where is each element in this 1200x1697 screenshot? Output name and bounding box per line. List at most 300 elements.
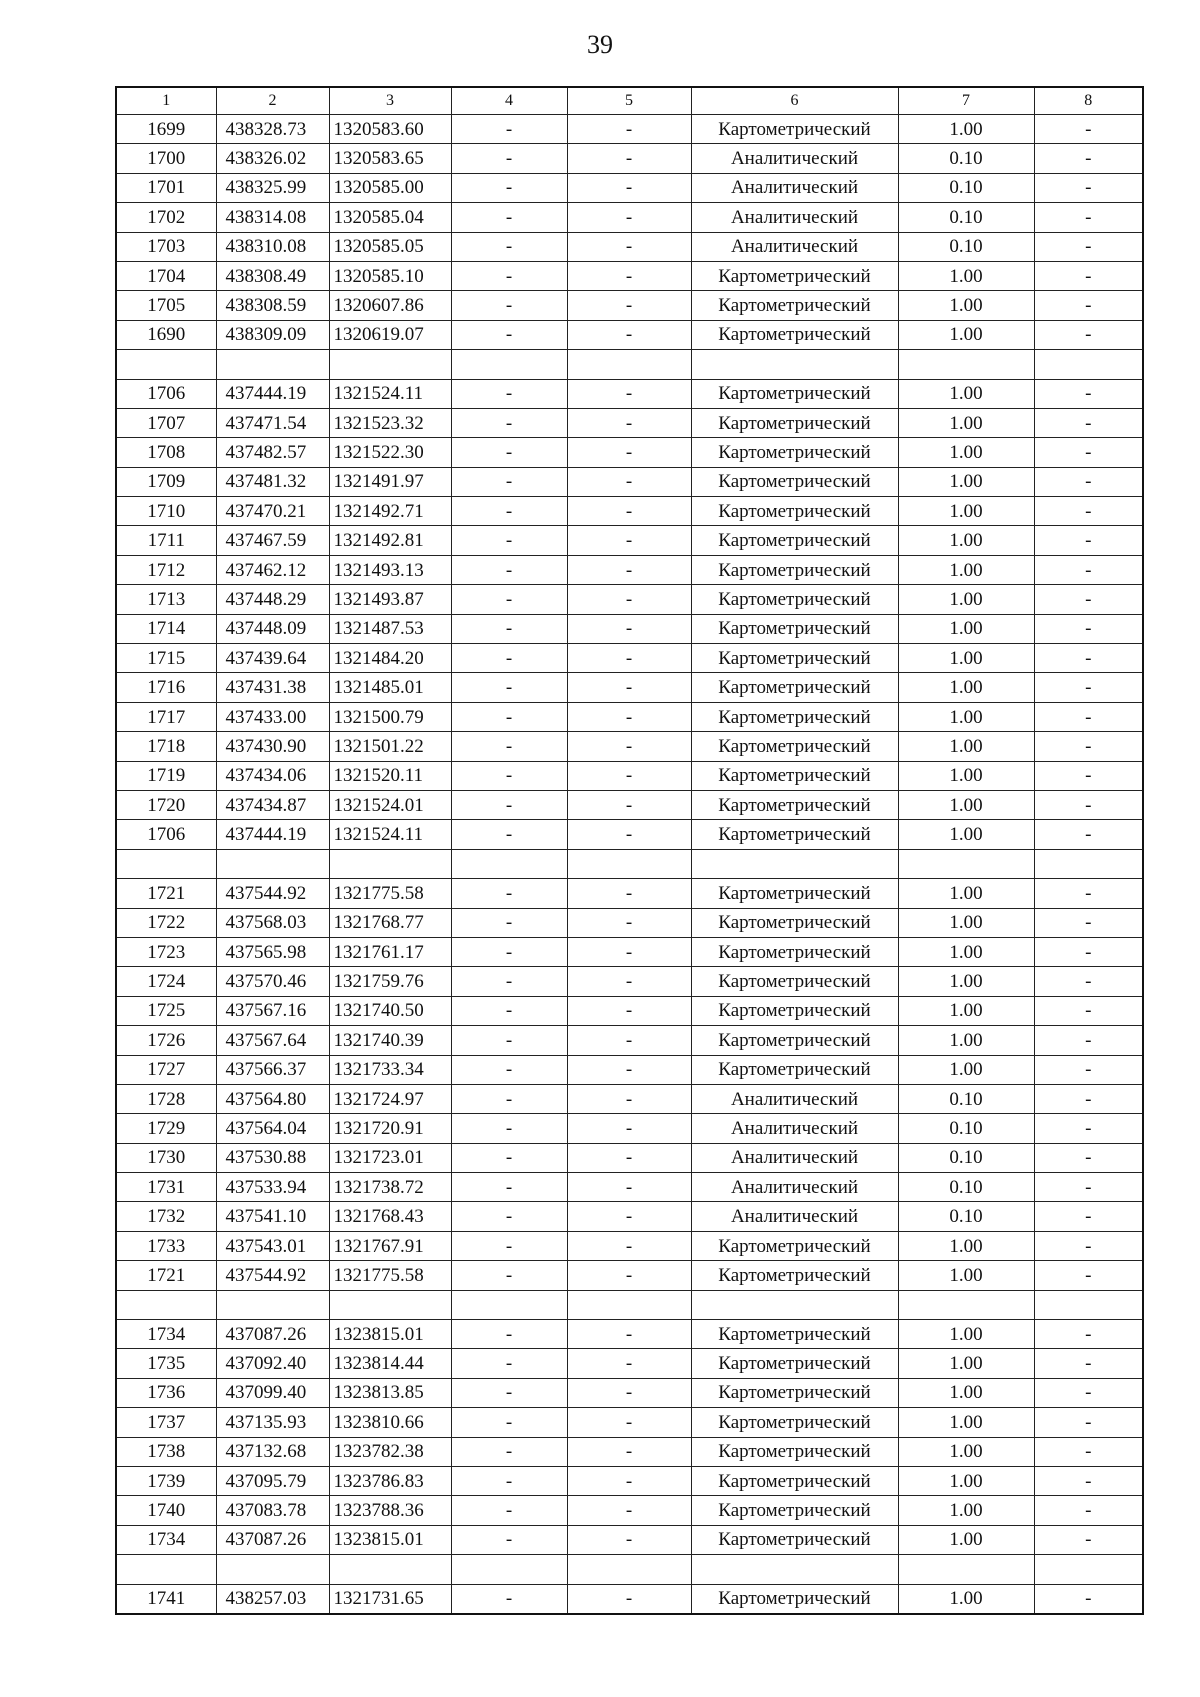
column-4-cell: - (451, 1349, 567, 1378)
x-coordinate-cell: 438328.73 (216, 115, 329, 144)
accuracy-cell: 1.00 (898, 379, 1034, 408)
point-number-cell: 1721 (116, 1261, 216, 1290)
method-cell: Аналитический (691, 203, 898, 232)
point-number-cell (116, 1555, 216, 1584)
table-row (116, 732, 1143, 761)
y-coordinate-cell: 1321761.17 (329, 937, 451, 966)
column-8-cell: - (1034, 1584, 1143, 1614)
column-8-cell: - (1034, 555, 1143, 584)
method-cell: Картометрический (691, 1261, 898, 1290)
table-row (116, 702, 1143, 731)
column-4-cell: - (451, 1231, 567, 1260)
column-5-cell: - (567, 614, 691, 643)
column-4-cell: - (451, 1026, 567, 1055)
column-8-cell: - (1034, 967, 1143, 996)
column-5-cell: - (567, 497, 691, 526)
point-number-cell: 1737 (116, 1408, 216, 1437)
table-row (116, 1290, 1143, 1319)
table-row (116, 1231, 1143, 1260)
column-4-cell: - (451, 1525, 567, 1554)
method-cell: Картометрический (691, 585, 898, 614)
accuracy-cell: 1.00 (898, 644, 1034, 673)
accuracy-cell (898, 350, 1034, 379)
method-cell: Картометрический (691, 1466, 898, 1495)
column-5-cell: - (567, 1084, 691, 1113)
column-5-cell (567, 1290, 691, 1319)
column-header: 5 (567, 87, 691, 115)
column-5-cell: - (567, 1349, 691, 1378)
column-4-cell: - (451, 1202, 567, 1231)
x-coordinate-cell: 437087.26 (216, 1525, 329, 1554)
table-row (116, 849, 1143, 878)
accuracy-cell: 1.00 (898, 996, 1034, 1025)
y-coordinate-cell: 1323815.01 (329, 1320, 451, 1349)
column-8-cell: - (1034, 467, 1143, 496)
y-coordinate-cell: 1320619.07 (329, 320, 451, 349)
method-cell: Картометрический (691, 702, 898, 731)
x-coordinate-cell: 437135.93 (216, 1408, 329, 1437)
x-coordinate-cell (216, 1290, 329, 1319)
table-row (116, 408, 1143, 437)
table-body (116, 115, 1143, 1614)
point-number-cell: 1724 (116, 967, 216, 996)
column-4-cell: - (451, 937, 567, 966)
accuracy-cell: 1.00 (898, 1055, 1034, 1084)
table-row (116, 1084, 1143, 1113)
column-4-cell: - (451, 732, 567, 761)
method-cell: Картометрический (691, 790, 898, 819)
accuracy-cell: 1.00 (898, 438, 1034, 467)
method-cell: Картометрический (691, 379, 898, 408)
method-cell: Картометрический (691, 644, 898, 673)
column-8-cell (1034, 350, 1143, 379)
column-5-cell: - (567, 555, 691, 584)
x-coordinate-cell: 437544.92 (216, 879, 329, 908)
column-8-cell: - (1034, 1408, 1143, 1437)
column-4-cell: - (451, 408, 567, 437)
coordinates-table (115, 86, 1144, 1615)
column-8-cell: - (1034, 937, 1143, 966)
y-coordinate-cell: 1323815.01 (329, 1525, 451, 1554)
column-5-cell: - (567, 320, 691, 349)
method-cell: Картометрический (691, 761, 898, 790)
y-coordinate-cell: 1323814.44 (329, 1349, 451, 1378)
point-number-cell: 1712 (116, 555, 216, 584)
point-number-cell: 1704 (116, 261, 216, 290)
accuracy-cell: 1.00 (898, 115, 1034, 144)
column-5-cell: - (567, 173, 691, 202)
accuracy-cell: 1.00 (898, 1437, 1034, 1466)
column-header: 2 (216, 87, 329, 115)
column-8-cell: - (1034, 1261, 1143, 1290)
accuracy-cell: 1.00 (898, 967, 1034, 996)
column-5-cell: - (567, 585, 691, 614)
y-coordinate-cell: 1321500.79 (329, 702, 451, 731)
x-coordinate-cell: 438309.09 (216, 320, 329, 349)
column-5-cell: - (567, 879, 691, 908)
table-row (116, 1378, 1143, 1407)
y-coordinate-cell: 1321733.34 (329, 1055, 451, 1084)
y-coordinate-cell: 1323788.36 (329, 1496, 451, 1525)
column-8-cell (1034, 849, 1143, 878)
accuracy-cell: 0.10 (898, 203, 1034, 232)
column-5-cell: - (567, 937, 691, 966)
column-5-cell: - (567, 438, 691, 467)
point-number-cell: 1706 (116, 379, 216, 408)
table-row (116, 291, 1143, 320)
method-cell: Картометрический (691, 555, 898, 584)
column-4-cell: - (451, 173, 567, 202)
x-coordinate-cell: 437092.40 (216, 1349, 329, 1378)
column-4-cell: - (451, 203, 567, 232)
column-8-cell: - (1034, 1231, 1143, 1260)
x-coordinate-cell: 437533.94 (216, 1173, 329, 1202)
column-8-cell: - (1034, 908, 1143, 937)
column-8-cell: - (1034, 1026, 1143, 1055)
column-header: 7 (898, 87, 1034, 115)
y-coordinate-cell: 1320585.00 (329, 173, 451, 202)
column-8-cell: - (1034, 1202, 1143, 1231)
y-coordinate-cell: 1321767.91 (329, 1231, 451, 1260)
column-8-cell: - (1034, 732, 1143, 761)
column-8-cell: - (1034, 379, 1143, 408)
method-cell: Картометрический (691, 1026, 898, 1055)
x-coordinate-cell: 437482.57 (216, 438, 329, 467)
accuracy-cell: 1.00 (898, 1349, 1034, 1378)
table-row (116, 1114, 1143, 1143)
accuracy-cell: 1.00 (898, 467, 1034, 496)
y-coordinate-cell: 1321775.58 (329, 1261, 451, 1290)
accuracy-cell: 1.00 (898, 1496, 1034, 1525)
column-4-cell (451, 849, 567, 878)
accuracy-cell: 1.00 (898, 1320, 1034, 1349)
column-5-cell: - (567, 820, 691, 849)
table-row (116, 937, 1143, 966)
method-cell: Картометрический (691, 1525, 898, 1554)
column-5-cell: - (567, 1408, 691, 1437)
column-4-cell: - (451, 614, 567, 643)
y-coordinate-cell: 1321731.65 (329, 1584, 451, 1614)
column-5-cell: - (567, 203, 691, 232)
y-coordinate-cell (329, 1290, 451, 1319)
point-number-cell: 1721 (116, 879, 216, 908)
table-row (116, 379, 1143, 408)
column-5-cell: - (567, 1320, 691, 1349)
column-header: 1 (116, 87, 216, 115)
y-coordinate-cell: 1321522.30 (329, 438, 451, 467)
table-row (116, 1261, 1143, 1290)
x-coordinate-cell: 438326.02 (216, 144, 329, 173)
x-coordinate-cell: 437444.19 (216, 379, 329, 408)
point-number-cell: 1738 (116, 1437, 216, 1466)
y-coordinate-cell: 1323786.83 (329, 1466, 451, 1495)
column-8-cell: - (1034, 144, 1143, 173)
method-cell: Картометрический (691, 1320, 898, 1349)
accuracy-cell: 0.10 (898, 232, 1034, 261)
x-coordinate-cell: 438308.59 (216, 291, 329, 320)
page-number: 39 (587, 30, 613, 59)
column-5-cell: - (567, 1466, 691, 1495)
column-5-cell: - (567, 232, 691, 261)
column-header: 6 (691, 87, 898, 115)
y-coordinate-cell: 1321493.13 (329, 555, 451, 584)
table-row (116, 1525, 1143, 1554)
column-5-cell (567, 1555, 691, 1584)
y-coordinate-cell: 1321523.32 (329, 408, 451, 437)
column-8-cell: - (1034, 1349, 1143, 1378)
y-coordinate-cell: 1321520.11 (329, 761, 451, 790)
accuracy-cell: 1.00 (898, 526, 1034, 555)
point-number-cell: 1734 (116, 1525, 216, 1554)
x-coordinate-cell: 437444.19 (216, 820, 329, 849)
point-number-cell: 1700 (116, 144, 216, 173)
column-5-cell: - (567, 996, 691, 1025)
x-coordinate-cell: 437564.80 (216, 1084, 329, 1113)
method-cell: Картометрический (691, 261, 898, 290)
column-5-cell: - (567, 673, 691, 702)
column-8-cell: - (1034, 203, 1143, 232)
x-coordinate-cell: 437471.54 (216, 408, 329, 437)
column-4-cell: - (451, 320, 567, 349)
y-coordinate-cell: 1321524.11 (329, 379, 451, 408)
x-coordinate-cell: 437530.88 (216, 1143, 329, 1172)
accuracy-cell: 1.00 (898, 1231, 1034, 1260)
method-cell: Картометрический (691, 1231, 898, 1260)
column-4-cell: - (451, 467, 567, 496)
table-row (116, 144, 1143, 173)
y-coordinate-cell: 1321524.11 (329, 820, 451, 849)
table-row (116, 1496, 1143, 1525)
column-8-cell: - (1034, 820, 1143, 849)
table-row (116, 614, 1143, 643)
method-cell: Аналитический (691, 1143, 898, 1172)
column-4-cell: - (451, 585, 567, 614)
point-number-cell: 1728 (116, 1084, 216, 1113)
column-5-cell: - (567, 1231, 691, 1260)
accuracy-cell: 1.00 (898, 1261, 1034, 1290)
y-coordinate-cell: 1321493.87 (329, 585, 451, 614)
point-number-cell (116, 1290, 216, 1319)
y-coordinate-cell (329, 1555, 451, 1584)
table-row (116, 761, 1143, 790)
column-5-cell: - (567, 1378, 691, 1407)
column-4-cell: - (451, 1466, 567, 1495)
method-cell: Картометрический (691, 1349, 898, 1378)
point-number-cell: 1726 (116, 1026, 216, 1055)
accuracy-cell: 1.00 (898, 497, 1034, 526)
x-coordinate-cell: 437434.87 (216, 790, 329, 819)
column-8-cell: - (1034, 673, 1143, 702)
accuracy-cell: 1.00 (898, 614, 1034, 643)
column-8-cell: - (1034, 614, 1143, 643)
y-coordinate-cell: 1323810.66 (329, 1408, 451, 1437)
y-coordinate-cell: 1320583.65 (329, 144, 451, 173)
table-row (116, 438, 1143, 467)
x-coordinate-cell: 438314.08 (216, 203, 329, 232)
column-5-cell: - (567, 644, 691, 673)
accuracy-cell: 0.10 (898, 173, 1034, 202)
point-number-cell: 1702 (116, 203, 216, 232)
method-cell: Картометрический (691, 408, 898, 437)
column-4-cell: - (451, 232, 567, 261)
y-coordinate-cell: 1323782.38 (329, 1437, 451, 1466)
point-number-cell: 1717 (116, 702, 216, 731)
column-8-cell: - (1034, 1055, 1143, 1084)
table-row (116, 1173, 1143, 1202)
accuracy-cell: 1.00 (898, 1408, 1034, 1437)
column-5-cell: - (567, 1261, 691, 1290)
table-row (116, 115, 1143, 144)
column-8-cell: - (1034, 115, 1143, 144)
column-4-cell (451, 1555, 567, 1584)
column-4-cell: - (451, 908, 567, 937)
point-number-cell: 1709 (116, 467, 216, 496)
x-coordinate-cell: 437462.12 (216, 555, 329, 584)
table-row (116, 1143, 1143, 1172)
accuracy-cell: 1.00 (898, 555, 1034, 584)
x-coordinate-cell: 437431.38 (216, 673, 329, 702)
method-cell: Картометрический (691, 1437, 898, 1466)
method-cell (691, 350, 898, 379)
column-5-cell: - (567, 1584, 691, 1614)
table-row (116, 996, 1143, 1025)
x-coordinate-cell: 437564.04 (216, 1114, 329, 1143)
method-cell: Картометрический (691, 673, 898, 702)
point-number-cell: 1719 (116, 761, 216, 790)
x-coordinate-cell: 437568.03 (216, 908, 329, 937)
accuracy-cell: 1.00 (898, 761, 1034, 790)
accuracy-cell: 1.00 (898, 1525, 1034, 1554)
column-8-cell: - (1034, 1084, 1143, 1113)
column-8-cell: - (1034, 1173, 1143, 1202)
accuracy-cell (898, 849, 1034, 878)
column-4-cell: - (451, 1173, 567, 1202)
point-number-cell: 1720 (116, 790, 216, 819)
method-cell: Картометрический (691, 115, 898, 144)
column-4-cell: - (451, 1584, 567, 1614)
table-row (116, 1555, 1143, 1584)
y-coordinate-cell: 1321775.58 (329, 879, 451, 908)
column-8-cell: - (1034, 1496, 1143, 1525)
method-cell: Картометрический (691, 1378, 898, 1407)
point-number-cell: 1727 (116, 1055, 216, 1084)
accuracy-cell (898, 1290, 1034, 1319)
accuracy-cell: 1.00 (898, 908, 1034, 937)
column-4-cell: - (451, 702, 567, 731)
column-8-cell: - (1034, 173, 1143, 202)
column-8-cell (1034, 1290, 1143, 1319)
accuracy-cell: 0.10 (898, 1143, 1034, 1172)
method-cell: Картометрический (691, 1496, 898, 1525)
table-row (116, 1202, 1143, 1231)
column-4-cell: - (451, 261, 567, 290)
x-coordinate-cell: 437448.29 (216, 585, 329, 614)
accuracy-cell: 1.00 (898, 732, 1034, 761)
method-cell (691, 1555, 898, 1584)
method-cell: Картометрический (691, 1408, 898, 1437)
method-cell: Картометрический (691, 320, 898, 349)
table-row (116, 1055, 1143, 1084)
point-number-cell: 1715 (116, 644, 216, 673)
accuracy-cell: 1.00 (898, 291, 1034, 320)
point-number-cell: 1718 (116, 732, 216, 761)
point-number-cell (116, 350, 216, 379)
column-5-cell (567, 350, 691, 379)
column-5-cell: - (567, 732, 691, 761)
column-4-cell: - (451, 820, 567, 849)
y-coordinate-cell: 1321740.50 (329, 996, 451, 1025)
y-coordinate-cell (329, 350, 451, 379)
method-cell: Картометрический (691, 820, 898, 849)
method-cell: Картометрический (691, 908, 898, 937)
column-8-cell: - (1034, 1466, 1143, 1495)
column-8-cell: - (1034, 526, 1143, 555)
column-5-cell (567, 849, 691, 878)
method-cell: Аналитический (691, 1202, 898, 1231)
table-row (116, 820, 1143, 849)
method-cell: Картометрический (691, 438, 898, 467)
point-number-cell: 1734 (116, 1320, 216, 1349)
table-row (116, 320, 1143, 349)
column-8-cell: - (1034, 761, 1143, 790)
table-row (116, 1349, 1143, 1378)
table-row (116, 967, 1143, 996)
x-coordinate-cell: 437083.78 (216, 1496, 329, 1525)
accuracy-cell: 1.00 (898, 408, 1034, 437)
method-cell: Картометрический (691, 937, 898, 966)
column-4-cell: - (451, 1378, 567, 1407)
x-coordinate-cell: 437132.68 (216, 1437, 329, 1466)
column-4-cell: - (451, 1320, 567, 1349)
column-8-cell: - (1034, 702, 1143, 731)
point-number-cell: 1707 (116, 408, 216, 437)
x-coordinate-cell: 437433.00 (216, 702, 329, 731)
y-coordinate-cell: 1320585.05 (329, 232, 451, 261)
accuracy-cell: 0.10 (898, 1084, 1034, 1113)
column-8-cell: - (1034, 291, 1143, 320)
column-4-cell (451, 350, 567, 379)
point-number-cell (116, 849, 216, 878)
column-4-cell: - (451, 555, 567, 584)
x-coordinate-cell: 437567.16 (216, 996, 329, 1025)
accuracy-cell: 1.00 (898, 1584, 1034, 1614)
table-row (116, 497, 1143, 526)
method-cell (691, 849, 898, 878)
column-8-cell (1034, 1555, 1143, 1584)
x-coordinate-cell (216, 849, 329, 878)
y-coordinate-cell: 1320585.10 (329, 261, 451, 290)
column-5-cell: - (567, 702, 691, 731)
column-4-cell: - (451, 1408, 567, 1437)
table-row (116, 467, 1143, 496)
x-coordinate-cell: 437470.21 (216, 497, 329, 526)
x-coordinate-cell: 437543.01 (216, 1231, 329, 1260)
accuracy-cell: 1.00 (898, 1026, 1034, 1055)
accuracy-cell: 1.00 (898, 879, 1034, 908)
table-row (116, 673, 1143, 702)
method-cell: Картометрический (691, 1584, 898, 1614)
method-cell: Картометрический (691, 526, 898, 555)
x-coordinate-cell: 437430.90 (216, 732, 329, 761)
method-cell: Картометрический (691, 614, 898, 643)
point-number-cell: 1722 (116, 908, 216, 937)
column-4-cell: - (451, 644, 567, 673)
x-coordinate-cell: 438308.49 (216, 261, 329, 290)
column-5-cell: - (567, 1496, 691, 1525)
accuracy-cell: 1.00 (898, 702, 1034, 731)
table-row (116, 350, 1143, 379)
x-coordinate-cell (216, 1555, 329, 1584)
